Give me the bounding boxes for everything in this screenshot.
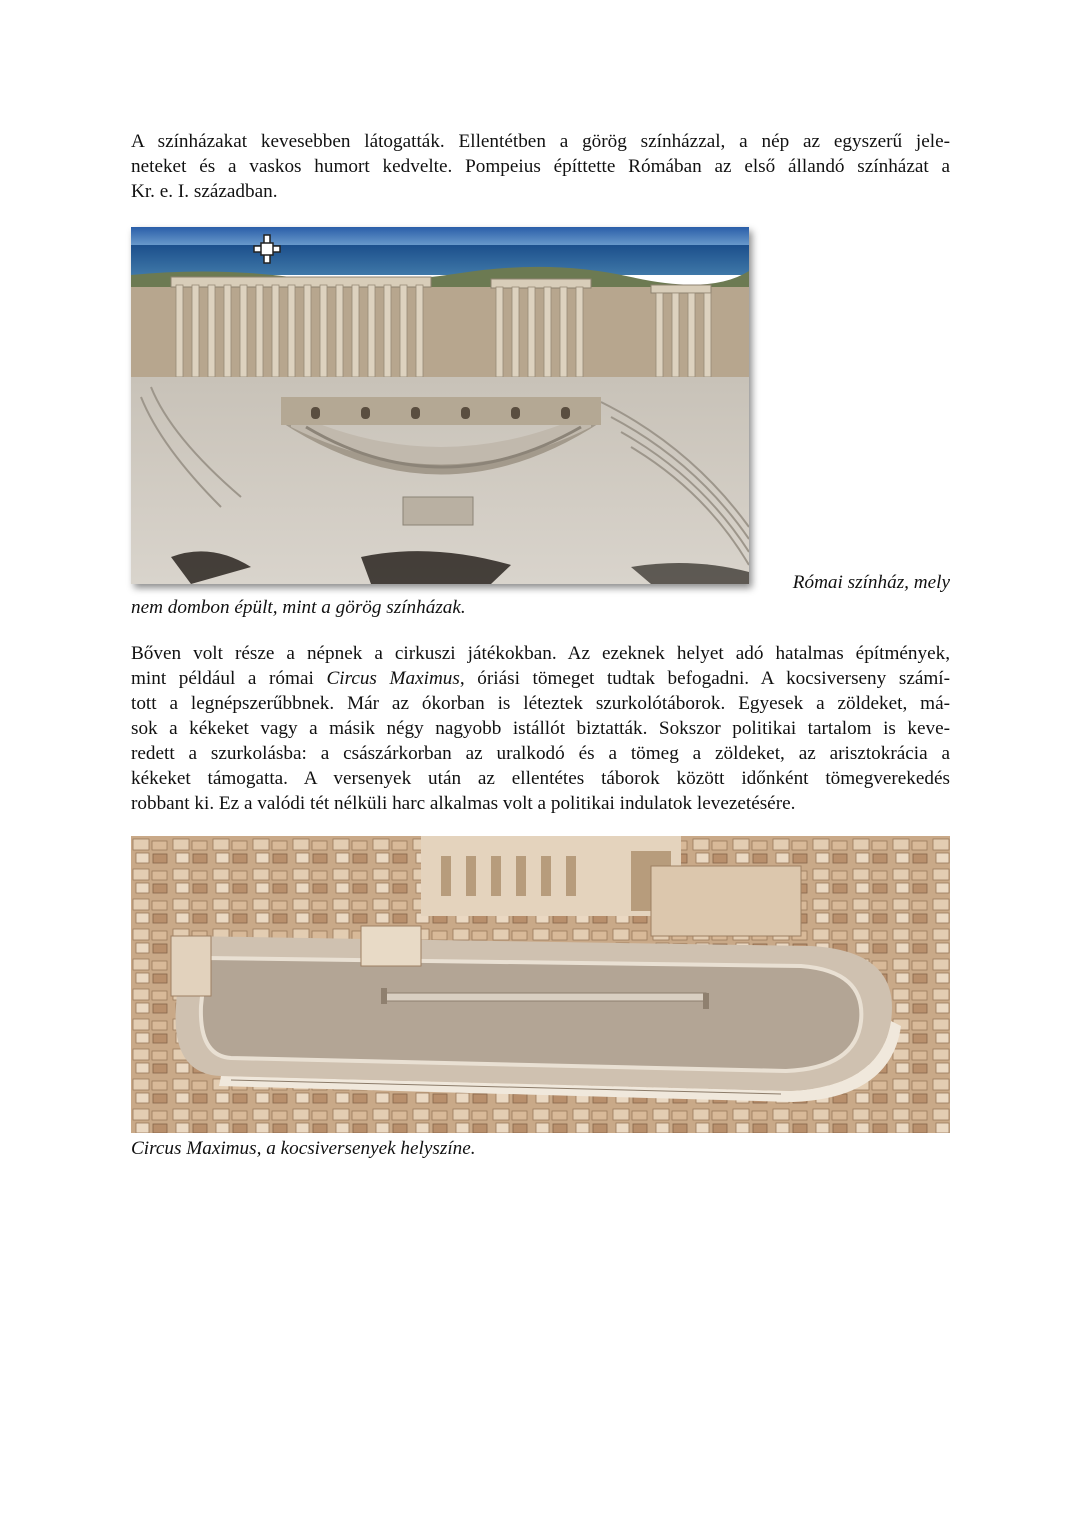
text-line: kékeket támogatta. A versenyek után az ellentétes táborok között időnként tömegverekedés: [131, 768, 950, 789]
paragraph-theaters: [131, 129, 950, 204]
text-line: tott a legnépszerűbbnek. Már az ókorban is léteztek szurkolótáborok. Egyesek a zöldeket, má-: [131, 693, 950, 714]
figure1-caption-part1: Római színház, mely: [792, 572, 950, 593]
text-line: A színházakat kevesebben látogatták. Ellentétben a görög színházzal, a nép az egyszerű jele-: [131, 131, 950, 152]
move-cursor-icon: [253, 234, 281, 264]
text-line: sok a kékeket vagy a másik négy nagyobb istállót biztatták. Sokszor politikai tartalom is keve-: [131, 718, 950, 739]
text-line: robbant ki. Ez a valódi tét nélküli harc alkalmas volt a politikai indulatok levezetésére.: [131, 793, 796, 814]
circus-maximus-term: Circus Maximus: [326, 668, 460, 689]
text-line: Bőven volt része a népnek a cirkuszi játékokban. Az ezeknek helyet adó hatalmas építmények,: [131, 643, 950, 664]
text-line: neteket és a vaskos humort kedvelte. Pompeius építtette Rómában az első állandó színházat a: [131, 156, 950, 177]
text-line: Kr. e. I. században.: [131, 181, 278, 202]
roman-theatre-photo: [131, 227, 749, 584]
figure1-caption-part2: nem dombon épült, mint a görög színházak.: [131, 597, 466, 618]
circus-maximus-model-photo: [131, 836, 950, 1133]
text-line: mint például a római Circus Maximus, óriási tömeget tudtak befogadni. A kocsiverseny számí-: [131, 668, 951, 689]
figure2-caption: Circus Maximus, a kocsiversenyek helyszíne.: [131, 1138, 476, 1159]
text-line: redett a szurkolásba: a császárkorban az uralkodó és a tömeg a zöldeket, az arisztokrácia a: [131, 743, 950, 764]
paragraph-circus: [131, 641, 950, 816]
